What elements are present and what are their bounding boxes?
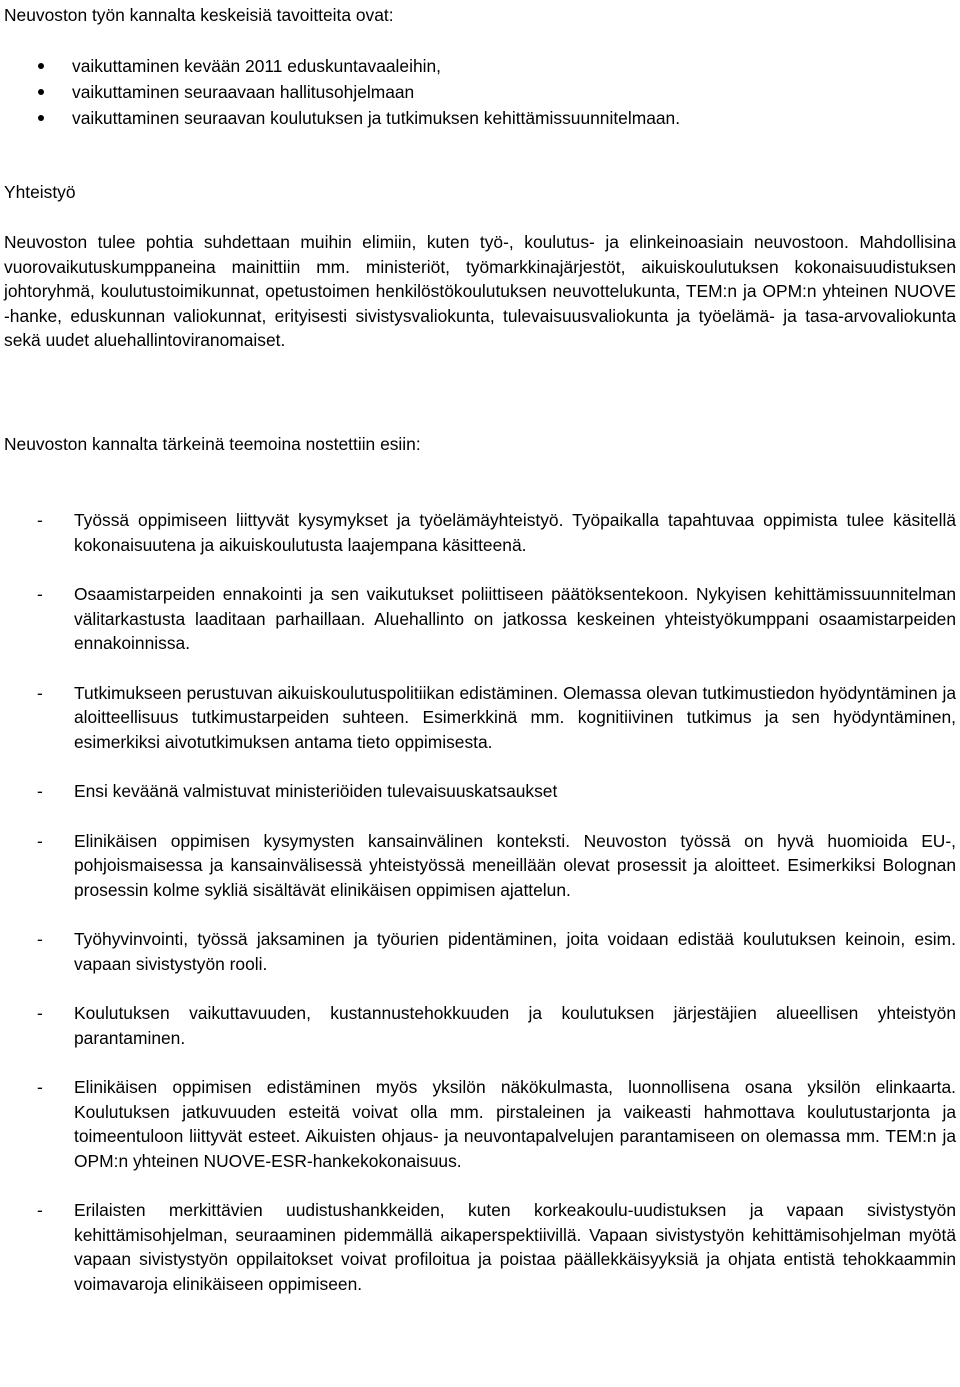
dash-marker: - bbox=[37, 682, 43, 703]
goals-heading: Neuvoston työn kannalta keskeisiä tavoitteita ovat: bbox=[4, 5, 394, 25]
cooperation-heading: Yhteistyö bbox=[4, 182, 76, 202]
goal-item: vaikuttaminen seuraavaan hallitusohjelmaan bbox=[4, 79, 956, 105]
theme-item: - Elinikäisen oppimisen kysymysten kansainvälinen konteksti. Neuvoston työssä on hyvä huomioida EU-, pohjoismaisessa ja kansainvälisessä yhteistyössä meneillään olevat prosessit ja aloitteet. Esimerkiksi Bolognan prosessin kolme sykliä sisältävät elinikäisen oppimisen ajattelun. bbox=[37, 830, 956, 900]
theme-item: - Erilaisten merkittävien uudistushankkeiden, kuten korkeakoulu-uudistuksen ja vapaan sivistystyön kehittämisohjelman, seuraaminen pidemmällä aikaperspektiivillä. Vapaan sivistystyön kehittämisohjelman myötä vapaan sivistystyön oppilaitokset voivat profiloitua ja poistaa päällekkäisyyksiä ja ohjata entistä tehokkaammin voimavaroja elinikäiseen oppimiseen. bbox=[37, 1200, 956, 1294]
dash-marker: - bbox=[37, 781, 43, 801]
theme-item: - Ensi keväänä valmistuvat ministeriöiden tulevaisuuskatsaukset bbox=[4, 779, 956, 804]
bullet-icon bbox=[38, 63, 44, 69]
cooperation-paragraph: Neuvoston tulee pohtia suhdettaan muihin elimiin, kuten työ-, koulutus- ja elinkeinoasiain neuvostoon. Mahdollisina vuorovaikutuskumppaneina mainittiin mm. ministeriöt, työmarkkinajärjestöt, aikuiskoulutuksen kokonaisuudistuksen johtoryhmä, koulutustoimikunnat, opetustoimen henkilöstökoulutuksen neuvottelukunta, TEM:n ja OPM:n yhteinen NUOVE -hanke, eduskunnan valiokunnat, erityisesti sivistysvaliokunta, tulevaisuusvaliokunta ja työelämä- ja tasa-arvovaliokunta sekä uudet aluehallintoviranomaiset. bbox=[4, 232, 956, 350]
theme-item: - Koulutuksen vaikuttavuuden, kustannustehokkuuden ja koulutuksen järjestäjien alueellisen yhteistyön parantaminen. bbox=[37, 1003, 956, 1048]
dash-marker: - bbox=[37, 830, 43, 851]
theme-item: - Työhyvinvointi, työssä jaksaminen ja työurien pidentäminen, joita voidaan edistää koulutuksen keinoin, esim. vapaan sivistystyön rooli. bbox=[37, 929, 956, 974]
theme-item: - Elinikäisen oppimisen edistäminen myös yksilön näkökulmasta, luonnollisena osana yksilön elinkaarta. Koulutuksen jatkuvuuden esteitä voivat olla mm. pirstaleinen ja vaikeasti hahmottava koulutustarjonta ja toimeentuloon liittyvät esteet. Aikuisten ohjaus- ja neuvontapalvelujen parantamiseen on olemassa mm. TEM:n ja OPM:n yhteinen NUOVE-ESR-hankekokonaisuus. bbox=[37, 1077, 956, 1171]
theme-item: - Osaamistarpeiden ennakointi ja sen vaikutukset poliittiseen päätöksentekoon. Nykyisen kehittämissuunnitelman välitarkastusta laaditaan parhaillaan. Aluehallinto on jatkossa keskeinen yhteistyökumppani osaamistarpeiden ennakoinnissa. bbox=[37, 584, 956, 653]
themes-list bbox=[4, 508, 956, 1321]
dash-marker: - bbox=[37, 510, 43, 530]
dash-marker: - bbox=[37, 1077, 43, 1097]
dash-marker: - bbox=[37, 1003, 43, 1023]
dash-marker: - bbox=[37, 929, 43, 949]
goal-item: vaikuttaminen seuraavan koulutuksen ja tutkimuksen kehittämissuunnitelmaan. bbox=[4, 105, 956, 131]
themes-heading: Neuvoston kannalta tärkeinä teemoina nostettiin esiin: bbox=[4, 434, 421, 454]
theme-item: - Tutkimukseen perustuvan aikuiskoulutuspolitiikan edistäminen. Olemassa olevan tutkimustiedon hyödyntäminen ja aloitteellisuus tutkimustarpeiden suhteen. Esimerkkinä mm. kognitiivinen tutkimus ja sen hyödyntäminen, esimerkiksi aivotutkimuksen antama tieto oppimisesta. bbox=[37, 682, 956, 752]
dash-marker: - bbox=[37, 584, 43, 604]
goals-list bbox=[4, 53, 956, 131]
bullet-icon bbox=[38, 115, 44, 121]
dash-marker: - bbox=[37, 1200, 43, 1220]
goal-item: vaikuttaminen kevään 2011 eduskuntavaaleihin, bbox=[4, 53, 956, 79]
theme-item: - Työssä oppimiseen liittyvät kysymykset ja työelämäyhteistyö. Työpaikalla tapahtuvaa oppimista tulee käsitellä kokonaisuutena ja aikuiskoulutusta laajempana käsitteenä. bbox=[37, 510, 956, 555]
bullet-icon bbox=[38, 89, 44, 95]
